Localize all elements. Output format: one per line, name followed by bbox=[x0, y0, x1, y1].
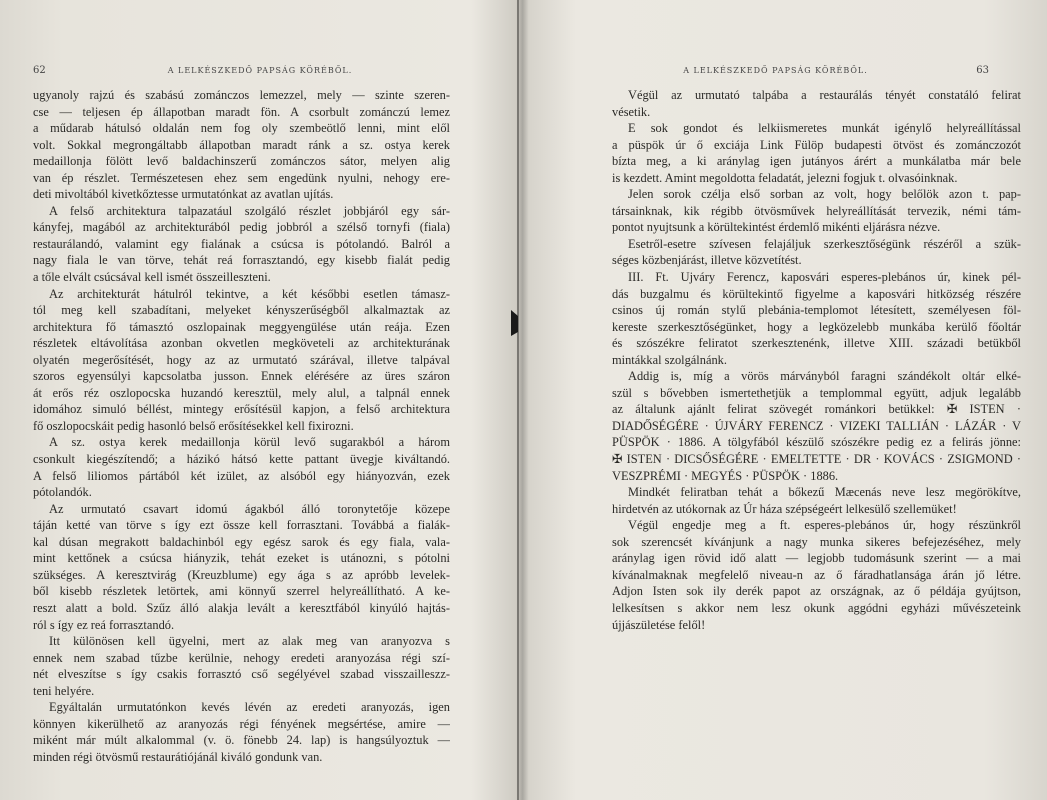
text-line: dás buzgalmu és körültekintő figyelme a kaposvári hitközség részére bbox=[612, 286, 1021, 301]
text-line: hirdetvén az utókornak az Úr háza szépségeért lelkesülő szellemüket! bbox=[612, 501, 957, 516]
text-line: restaurálandó, valamint egy fialának a csúcsa is pótolandó. Balról a bbox=[33, 236, 450, 251]
text-line: cse — teljesen ép állapotban maradt fön. A csorbult zománczú lemez bbox=[33, 104, 450, 119]
left-page-text bbox=[33, 87, 450, 765]
text-line: vésetik. bbox=[612, 104, 651, 119]
text-line: A felső liliomos pártából két izület, az alsóból egy hiányozván, ezek bbox=[33, 468, 450, 483]
text-line: olyatén megerősítését, hogy az az urmutató szárával, illetve talpával bbox=[33, 352, 450, 367]
text-line: A sz. ostya kerek medaillonja körül levő sugarakból a három bbox=[49, 435, 450, 450]
text-line: csonkult kiegészítendő; a házikó hátsó kette pattant üvegje kiváltandó. bbox=[33, 452, 450, 467]
left-page bbox=[0, 0, 520, 800]
right-header-title: A LELKÉSZKEDŐ PAPSÁG KÖRÉBŐL. bbox=[683, 66, 868, 75]
left-header-title: A LELKÉSZKEDŐ PAPSÁG KÖRÉBŐL. bbox=[167, 66, 353, 75]
text-line: a műdarab hátulsó oldalán nem fog oly szembeötlő lenni, mint elől bbox=[33, 121, 450, 136]
text-line: át erős réz oszlopocska huzandó keresztül, mely alul, a talpnál ennek bbox=[33, 385, 450, 400]
text-line: Esetről-esetre szívesen felajáljuk szerkesztőségünk részéről a szük- bbox=[628, 236, 1021, 251]
right-page-number: 63 bbox=[976, 65, 989, 76]
text-line: aránylag igen rövid idő alatt — legjobb tudomásunk szerint — a mai bbox=[612, 551, 1021, 566]
text-line: az általunk ajánlt felirat szövegét románkori betükkel: ✠ ISTEN · bbox=[612, 402, 1021, 417]
text-line: kívánalmaknak megfelelő niveau-n az ő fáradhatlansága árán jő létre. bbox=[612, 567, 1021, 582]
text-line: Az architekturát hátulról tekintve, a két későbbi esetlen támasz- bbox=[49, 286, 450, 301]
text-line: Egyáltalán urmutatónkon kevés lévén az eredeti aranyozás, igen bbox=[49, 700, 450, 715]
text-line: architektura fő támasztó oszlopainak meggyengülése után reája. Ezen bbox=[33, 319, 450, 334]
text-line: Végül az urmutató talpába a restaurálás tényét constatáló felirat bbox=[628, 88, 1021, 102]
text-line: szükséges. A keresztvirág (Kreuzblume) egy ága s az apróbb levelek- bbox=[33, 567, 450, 582]
text-line: minden régi ötvösmű restaurátiójánál kiváló gondunk van. bbox=[33, 749, 323, 764]
text-line: Itt különösen kell ügyelni, mert az alak meg van aranyozva s bbox=[49, 634, 450, 649]
text-line: társainknak, kik régibb ötvösművek helyreállítását tervezik, némi tám- bbox=[612, 203, 1021, 218]
text-line: DIADŐSÉGÉRE · ÚJVÁRY FERENCZ · VIZEKI TALLIÁN · LÁZÁR · V bbox=[612, 418, 1021, 433]
text-line: Az urmutató csavart idomú ágakból álló toronytetője közepe bbox=[49, 501, 450, 516]
text-line: Mindkét feliratban tehát a bőkezű Mæcenás neve lesz megörökítve, bbox=[628, 485, 1021, 500]
text-line: pontot nyujtsunk a körültekintést érdemlő mikénti eljárásra nézve. bbox=[612, 220, 941, 235]
text-line: bízta meg, a ki aránylag igen jutányos árért a munkálatba már bele bbox=[612, 154, 1021, 169]
text-line: teni helyére. bbox=[33, 683, 95, 698]
text-line: séges közbenjárást, illetve közvetítést. bbox=[612, 253, 802, 268]
text-line: szül s bővebben ismertethetjük a templommal együtt, adjuk legalább bbox=[612, 385, 1021, 400]
text-line: mint kettőnek a csúcsa hiányzik, tehát ezeket is utánozni, s pótolni bbox=[33, 551, 450, 566]
text-line: részletek eltávolítása azonban okvetlen megköveteli az architekturának bbox=[33, 336, 450, 351]
text-line: miként már múlt alkalommal (v. ö. fönebb 24. lap) is hangsúlyoztuk — bbox=[33, 733, 450, 748]
text-line: ennek nem szabad tűzbe kerülnie, nehogy eredeti aranyozása régi szí- bbox=[33, 650, 450, 665]
text-line: idomához simuló béllést, mintegy erősítésül kapjon, a felső architektura bbox=[33, 402, 450, 417]
text-line: tól meg kell szabadítani, melyeket kényszerűségből alkalmaztak az bbox=[33, 303, 450, 318]
text-line: ből kisebb részletek letörtek, ami könnyű szerrel helyreállítható. A ke- bbox=[33, 584, 450, 599]
text-line: ugyanoly rajzú és szabású zománczos lemezzel, mely — szinte szeren- bbox=[33, 88, 450, 102]
text-line: VESZPRÉMI · MEGYÉS · PÜSPÖK · 1886. bbox=[612, 468, 839, 483]
text-line: csinos új román stylű plebánia-templomot létesített, személyesen föl- bbox=[612, 303, 1021, 318]
text-line: és szószékre feliratot szerkesztenénk, illetve XIII. századi betükből bbox=[612, 336, 1021, 351]
text-line: Adjon Isten sok ily derék papot az országnak, az ő példája gyújtson, bbox=[612, 584, 1021, 599]
text-line: PÜSPÖK · 1886. A tölgyfából készülő szószékre pedig ez a felirás jönne: bbox=[612, 435, 1021, 450]
right-page-text bbox=[612, 87, 1021, 633]
text-line: III. Ft. Ujváry Ferencz, kaposvári esperes-plebános úr, kinek pél- bbox=[628, 270, 1021, 285]
text-line: kal dúsan megrakott baldachinból egy egész sarok és egy fiala, vala- bbox=[33, 534, 450, 549]
text-line: fő oszlopocskáit pedig hasonló belső erősítésekkel kell fixirozni. bbox=[33, 418, 354, 433]
text-line: újjászületése felől! bbox=[612, 617, 706, 632]
text-line: is kezdett. Amint megoldotta feladatát, jelezni fogjuk t. olvasóinknak. bbox=[612, 170, 958, 185]
text-line: Végül engedje meg a ft. esperes-plebános úr, hogy részünkről bbox=[628, 518, 1021, 533]
text-line: E sok gondot és lelkiismeretes munkát igénylő helyreállítással bbox=[628, 121, 1021, 136]
text-line: kányfej, magából az architekturából pedig jobbról a szélső tornyfi (fiala) bbox=[33, 220, 450, 235]
text-line: nagy fiala le van törve, tehát reá forrasztandó, egy kisebb fialát pedig bbox=[33, 253, 450, 268]
text-line: kereste szerkesztőségünket, hogy a legközelebb munkába kerülő főoltár bbox=[612, 319, 1021, 334]
text-line: a püspök úr ő exciája Link Fülöp budapesti ötvöst és zománczozót bbox=[612, 137, 1021, 152]
text-line: medaillonja fölött levő baldachinszerű zománczos sátor, melyen alig bbox=[33, 154, 450, 169]
text-line: táján ketté van törve s így ezt össze kell forrasztani. Továbbá a fialák- bbox=[33, 518, 450, 533]
text-line: nét elveszítse s így csakis forrasztó cső segélyével szabad visszailleszz- bbox=[33, 667, 450, 682]
text-line: ról s így ez reá forrasztandó. bbox=[33, 617, 175, 632]
text-line: mintákkal szolgálnánk. bbox=[612, 352, 727, 367]
text-line: könnyen kikerülhető az aranyozás régi fényének megsértése, amire — bbox=[33, 716, 450, 731]
text-line: van ép részlet. Természetesen ehez sem engedünk nyulni, nehogy ere- bbox=[33, 170, 450, 185]
text-line: A felső architektura talpazatául szolgáló részlet jobbjáról egy sár- bbox=[49, 203, 450, 218]
left-page-number: 62 bbox=[33, 65, 46, 76]
text-line: szoros egyensúlyi kapcsolatba jusson. Ennek elérésére az üres száron bbox=[33, 369, 450, 384]
text-line: pótolandók. bbox=[33, 485, 92, 500]
text-line: reszt alatt a bold. Szűz álló alakja levált a keresztfából kinyúló hajtás- bbox=[33, 600, 450, 615]
text-line: a tőle elvált csúcsával kell ismét összeilleszteni. bbox=[33, 270, 271, 285]
text-line: Addig is, míg a vörös márványból faragni szándékolt oltár elké- bbox=[628, 369, 1021, 384]
text-line: sok szerencsét kívánjunk a nagy munka sikeres befejezéséhez, mely bbox=[612, 534, 1021, 549]
text-line: ✠ ISTEN · DICSŐSÉGÉRE · EMELTETTE · DR · KOVÁCS · ZSIGMOND · bbox=[612, 452, 1021, 467]
right-page bbox=[524, 0, 1047, 800]
text-line: lelkesítsen s akkor nem lesz okunk aggódni egyházi művészeteink bbox=[612, 600, 1021, 615]
text-line: Jelen sorok czélja első sorban az volt, hogy belőlök azon t. pap- bbox=[628, 187, 1021, 202]
text-line: deti mivoltából kivetkőztessе urmutatónkat az avatlan ujítás. bbox=[33, 187, 334, 202]
text-line: volt. Sokkal megrongáltabb állapotban maradt ránk a sz. ostya kerek bbox=[33, 137, 450, 152]
